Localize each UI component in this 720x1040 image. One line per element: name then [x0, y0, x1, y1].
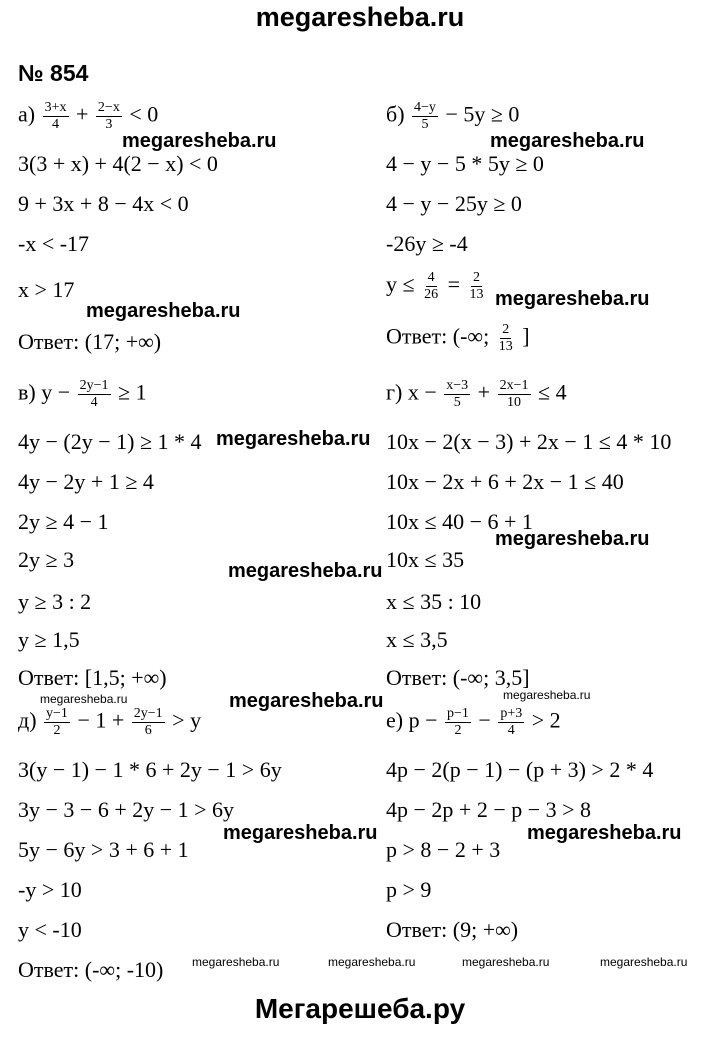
problem-a-statement: а) $\frac{3+x}{4}$ + $\frac{2-x}{3}$ < 0: [18, 100, 159, 132]
solution-line: 10x ≤ 35: [386, 547, 465, 572]
solution-line: 5y − 6y > 3 + 6 + 1: [18, 837, 189, 862]
watermark: megaresheba.ru: [490, 130, 645, 152]
watermark: megaresheba.ru: [503, 688, 591, 702]
solution-line: 3(y − 1) − 1 * 6 + 2y − 1 > 6y: [18, 757, 282, 782]
watermark: megaresheba.ru: [229, 690, 384, 712]
problem-e-statement: е) p − $\frac{p-1}{2}$ − $\frac{p+3}{4}$ > 2: [386, 706, 561, 738]
solution-line: 10x − 2x + 6 + 2x − 1 ≤ 40: [386, 469, 624, 494]
watermark: megaresheba.ru: [192, 955, 280, 969]
solution-line: y ≥ 1,5: [18, 627, 80, 652]
solution-line: y ≤ $\frac{4}{26}$ = $\frac{2}{13}$: [386, 270, 484, 302]
watermark: megaresheba.ru: [462, 955, 550, 969]
solution-line: p > 8 − 2 + 3: [386, 837, 501, 862]
fraction: $\frac{4}{26}$: [424, 270, 439, 302]
solution-line: 9 + 3x + 8 − 4x < 0: [18, 191, 189, 216]
solution-line: -26y ≥ -4: [386, 231, 468, 256]
answer-line: Ответ: (-∞; 3,5]: [386, 665, 530, 690]
fraction: $\frac{2y-1}{4}$: [79, 378, 109, 410]
solution-line: 4y − (2y − 1) ≥ 1 * 4: [18, 429, 202, 454]
answer-line: Ответ: [1,5; +∞): [18, 665, 167, 690]
problem-g-statement: г) x − $\frac{x-3}{5}$ + $\frac{2x-1}{10}$ ≤ 4: [386, 378, 567, 410]
solution-line: 3(3 + x) + 4(2 − x) < 0: [18, 151, 218, 176]
solution-line: x ≤ 3,5: [386, 627, 448, 652]
solution-line: 4y − 2y + 1 ≥ 4: [18, 469, 154, 494]
solution-line: x ≤ 35 : 10: [386, 589, 482, 614]
solution-line: 2y ≥ 3: [18, 547, 75, 572]
watermark: megaresheba.ru: [495, 528, 650, 550]
problem-g-label: г) x −: [386, 379, 437, 405]
fraction: $\frac{4-y}{5}$: [414, 100, 436, 132]
solution-line: 4 − y − 5 * 5y ≥ 0: [386, 151, 544, 176]
watermark: megaresheba.ru: [495, 288, 650, 310]
watermark: megaresheba.ru: [328, 955, 416, 969]
watermark: megaresheba.ru: [40, 692, 128, 706]
solution-line: 10x ≤ 40 − 6 + 1: [386, 509, 533, 534]
solution-line: -y > 10: [18, 877, 82, 902]
solution-line: y ≥ 3 : 2: [18, 589, 92, 614]
watermark: megaresheba.ru: [216, 428, 371, 450]
problem-b-statement: б) $\frac{4-y}{5}$ − 5y ≥ 0: [386, 100, 520, 132]
problem-v-statement: в) y − $\frac{2y-1}{4}$ ≥ 1: [18, 378, 147, 410]
solution-line: -x < -17: [18, 231, 90, 256]
fraction: $\frac{3+x}{4}$: [44, 100, 67, 132]
fraction: $\frac{2y-1}{6}$: [133, 706, 163, 738]
fraction: $\frac{2}{13}$: [498, 322, 513, 354]
fraction: $\frac{p+3}{4}$: [500, 706, 523, 738]
solution-line: p > 9: [386, 877, 432, 902]
solution-line: y < -10: [18, 917, 82, 942]
answer-line: Ответ: (17; +∞): [18, 329, 162, 354]
watermark: megaresheba.ru: [223, 822, 378, 844]
problem-e-label: е) p −: [386, 707, 438, 733]
watermark: megaresheba.ru: [122, 130, 277, 152]
problem-v-label: в) y −: [18, 379, 71, 405]
problem-d-statement: д) $\frac{y-1}{2}$ − 1 + $\frac{2y-1}{6}$ > y: [18, 706, 202, 738]
watermark: megaresheba.ru: [86, 300, 241, 322]
problem-b-label: б): [386, 101, 405, 127]
fraction: $\frac{2}{13}$: [469, 270, 484, 302]
problem-a-label: а): [18, 101, 36, 127]
fraction: $\frac{2x-1}{10}$: [499, 378, 529, 410]
answer-line: Ответ: (9; +∞): [386, 917, 519, 942]
problem-d-label: д): [18, 707, 37, 733]
watermark: megaresheba.ru: [228, 560, 383, 582]
answer-line: Ответ: (-∞; $\frac{2}{13}$ ]: [386, 322, 530, 354]
site-footer: Мегарешеба.ру: [254, 993, 466, 1024]
fraction: $\frac{y-1}{2}$: [46, 706, 68, 738]
fraction: $\frac{p-1}{2}$: [447, 706, 469, 738]
solution-line: 4p − 2(p − 1) − (p + 3) > 2 * 4: [386, 757, 654, 782]
watermark: megaresheba.ru: [600, 955, 688, 969]
solution-line: 10x − 2(x − 3) + 2x − 1 ≤ 4 * 10: [386, 429, 672, 454]
fraction: $\frac{2-x}{3}$: [97, 100, 120, 132]
watermark: megaresheba.ru: [527, 822, 682, 844]
solution-line: x > 17: [18, 277, 75, 302]
site-header: megaresheba.ru: [255, 2, 465, 32]
solution-line: 4 − y − 25y ≥ 0: [386, 191, 522, 216]
solution-line: 3y − 3 − 6 + 2y − 1 > 6y: [18, 797, 235, 822]
solution-line: 4p − 2p + 2 − p − 3 > 8: [386, 797, 592, 822]
task-number: № 854: [18, 60, 89, 86]
fraction: $\frac{x-3}{5}$: [446, 378, 469, 410]
answer-line: Ответ: (-∞; -10): [18, 957, 164, 982]
solution-line: 2y ≥ 4 − 1: [18, 509, 109, 534]
